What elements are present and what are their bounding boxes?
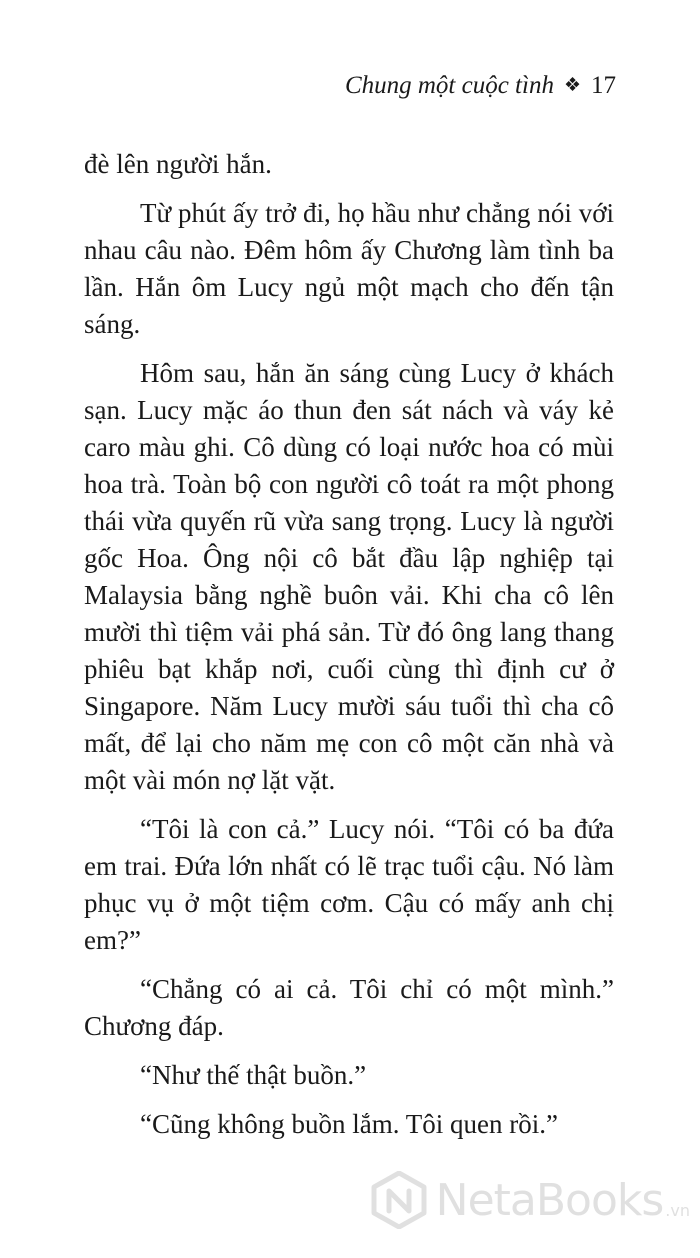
paragraph: “Cũng không buồn lắm. Tôi quen rồi.” <box>140 1109 558 1139</box>
watermark <box>370 1150 690 1250</box>
body-text <box>84 146 614 1155</box>
running-header <box>345 66 616 108</box>
paragraph: Hôm sau, hắn ăn sáng cùng Lucy ở khách sạn. Lucy mặc áo thun đen sát nách và váy kẻ caro màu ghi. Cô dùng có loại nước hoa có mùi hoa trà. Toàn bộ con người cô toát ra một phong thái vừa quyến rũ vừa sang trọng. Lucy là người gốc Hoa. Ông nội cô bắt đầu lập nghiệp tại Malaysia bằng nghề buôn vải. Khi cha cô lên mười thì tiệm vải phá sản. Từ đó ông lang thang phiêu bạt khắp nơi, cuối cùng thì định cư ở Singapore. Năm Lucy mười sáu tuổi thì cha cô mất, để lại cho năm mẹ con cô một căn nhà và một vài món nợ lặt vặt. <box>84 358 614 795</box>
diamond-ornament-icon: ❖ <box>563 75 581 96</box>
watermark-brand: NetaBooks <box>435 1174 664 1226</box>
paragraph-continued: đè lên người hắn. <box>84 149 272 179</box>
netabooks-n-icon <box>370 1171 428 1229</box>
paragraph: “Như thế thật buồn.” <box>140 1060 367 1090</box>
paragraph: “Tôi là con cả.” Lucy nói. “Tôi có ba đứa em trai. Đứa lớn nhất có lẽ trạc tuổi cậu. Nó làm phục vụ ở một tiệm cơm. Cậu có mấy anh chị em?” <box>84 814 614 955</box>
paragraph: Từ phút ấy trở đi, họ hầu như chẳng nói với nhau câu nào. Đêm hôm ấy Chương làm tình ba lần. Hắn ôm Lucy ngủ một mạch cho đến tận sáng. <box>84 198 614 339</box>
page-number: 17 <box>591 72 616 99</box>
watermark-suffix: .vn <box>665 1201 690 1220</box>
paragraph: “Chẳng có ai cả. Tôi chỉ có một mình.” Chương đáp. <box>84 974 614 1041</box>
book-title: Chung một cuộc tình <box>344 72 554 99</box>
